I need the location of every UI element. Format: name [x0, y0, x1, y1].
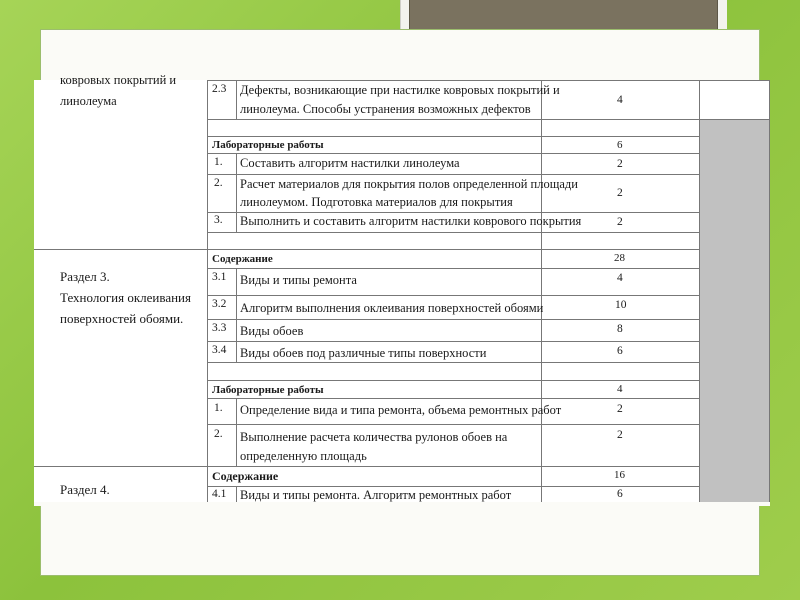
- row-text: Выполнение расчета количества рулонов обоев на: [240, 430, 508, 444]
- row-number: 3.2: [212, 298, 227, 310]
- content-label: Содержание: [212, 469, 279, 483]
- row-hours: 2: [617, 216, 623, 228]
- row-number: 3.1: [212, 271, 227, 283]
- row-text: линолеума. Способы устранения возможных дефектов: [240, 102, 531, 116]
- shaded-column: [699, 119, 770, 502]
- lab-works-hours: 4: [617, 383, 623, 395]
- table-border: [236, 80, 237, 119]
- table-border: [236, 398, 237, 466]
- row-text: Виды обоев под различные типы поверхности: [240, 346, 487, 360]
- row-number: 4.1: [212, 488, 227, 500]
- row-number: 1.: [214, 156, 223, 168]
- row-hours: 2: [617, 187, 623, 199]
- row-text: Виды обоев: [240, 324, 304, 338]
- row-text: определенную площадь: [240, 449, 367, 463]
- row-hours: 2: [617, 158, 623, 170]
- table-border: [541, 80, 542, 502]
- row-hours: 2: [617, 429, 623, 441]
- row-text: Алгоритм выполнения оклеивания поверхностей обоями: [240, 301, 544, 315]
- section-title-line: линолеума: [60, 94, 117, 108]
- table-border: [207, 80, 770, 81]
- section-3-title: Технология оклеивания: [60, 290, 191, 305]
- row-hours: 2: [617, 403, 623, 415]
- row-text: Составить алгоритм настилки линолеума: [240, 156, 460, 170]
- table-border: [207, 295, 699, 296]
- row-number: 3.: [214, 214, 223, 226]
- table-border: [236, 268, 237, 362]
- row-hours: 4: [617, 94, 623, 106]
- row-hours: 8: [617, 323, 623, 335]
- row-hours: 6: [617, 488, 623, 500]
- table-border: [699, 80, 700, 502]
- row-hours: 10: [615, 299, 627, 311]
- row-text: Расчет материалов для покрытия полов определенной площади: [240, 177, 578, 191]
- table-border: [207, 136, 699, 137]
- table-border: [207, 319, 699, 320]
- table-border: [34, 466, 699, 467]
- table-border: [207, 119, 770, 120]
- row-text: Определение вида и типа ремонта, объема ремонтных работ: [240, 403, 562, 417]
- image-crop-edge: [34, 502, 770, 506]
- section-3-title: Раздел 3.: [60, 269, 110, 284]
- content-hours: 16: [614, 469, 625, 481]
- table-border: [207, 398, 699, 399]
- table-border: [207, 341, 699, 342]
- table-border: [207, 174, 699, 175]
- table-border: [207, 424, 699, 425]
- lab-works-label: Лабораторные работы: [212, 139, 324, 151]
- section-4-title: Раздел 4.: [60, 482, 110, 497]
- section-3-title: поверхностей обоями.: [60, 311, 184, 326]
- table-border: [207, 362, 699, 363]
- lab-works-label: Лабораторные работы: [212, 384, 324, 396]
- row-text: Виды и типы ремонта. Алгоритм ремонтных работ: [240, 488, 512, 502]
- content-hours: 28: [614, 252, 625, 264]
- row-hours: 4: [617, 272, 623, 284]
- row-text: Выполнить и составить алгоритм настилки коврового покрытия: [240, 214, 582, 228]
- table-border: [207, 268, 699, 269]
- row-text: линолеумом. Подготовка материалов для покрытия: [240, 195, 513, 209]
- table-border: [207, 80, 208, 502]
- table-border: [236, 486, 237, 502]
- lab-works-hours: 6: [617, 139, 623, 151]
- row-hours: 6: [617, 345, 623, 357]
- row-number: 2.: [214, 177, 223, 189]
- content-label: Содержание: [212, 253, 273, 265]
- table-border: [207, 380, 699, 381]
- table-border: [236, 153, 237, 232]
- row-text: Дефекты, возникающие при настилке ковровых покрытий и: [240, 83, 560, 97]
- table-border: [769, 80, 770, 502]
- table-border: [207, 153, 699, 154]
- row-number: 3.4: [212, 344, 227, 356]
- row-number: 2.: [214, 428, 223, 440]
- row-number: 1.: [214, 402, 223, 414]
- row-text: Виды и типы ремонта: [240, 273, 357, 287]
- row-number: 2.3: [212, 83, 227, 95]
- row-number: 3.3: [212, 322, 227, 334]
- table-border: [207, 232, 699, 233]
- table-border: [34, 249, 699, 250]
- section-title-line: ковровых покрытий и: [60, 73, 177, 87]
